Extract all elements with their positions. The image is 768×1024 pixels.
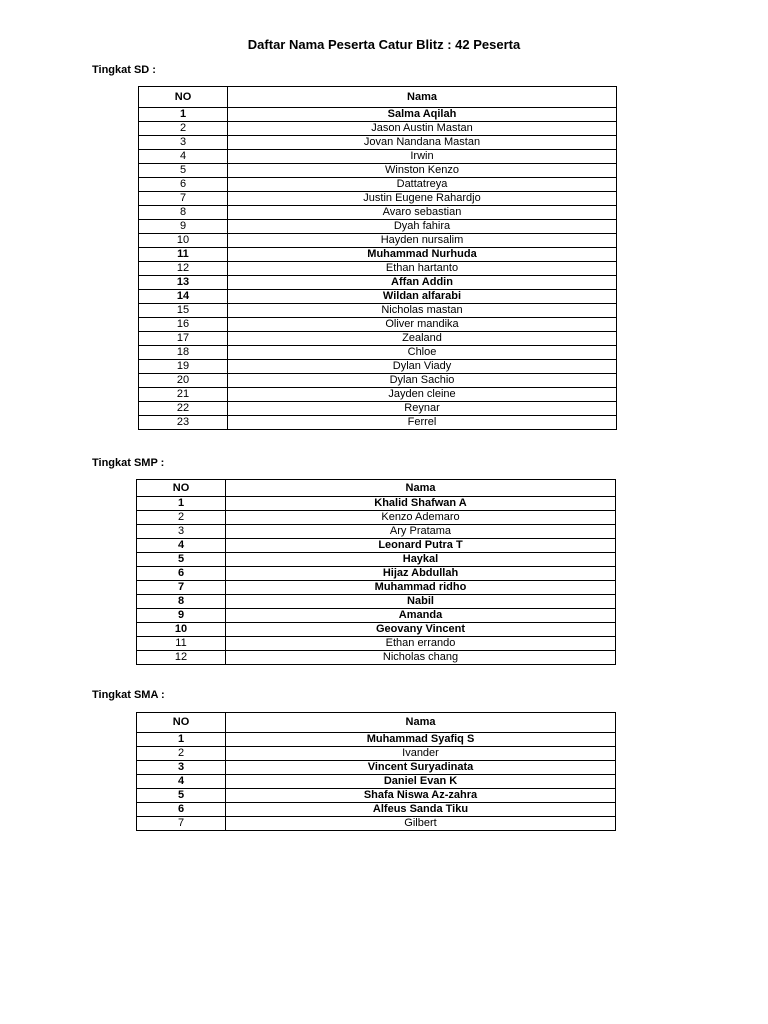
participant-name: Ethan hartanto xyxy=(228,262,617,276)
participant-number: 7 xyxy=(139,192,228,206)
participant-number: 3 xyxy=(137,525,226,539)
participant-number: 22 xyxy=(139,402,228,416)
column-header-name: Nama xyxy=(226,480,616,497)
participant-name: Ivander xyxy=(226,747,616,761)
participant-number: 4 xyxy=(137,539,226,553)
table-row xyxy=(137,609,616,623)
participant-name: Dattatreya xyxy=(228,178,617,192)
participant-number: 3 xyxy=(139,136,228,150)
table-row xyxy=(139,178,617,192)
table-row xyxy=(139,332,617,346)
participant-number: 4 xyxy=(137,775,226,789)
participant-name: Salma Aqilah xyxy=(228,108,617,122)
table-row xyxy=(137,803,616,817)
participant-name: Avaro sebastian xyxy=(228,206,617,220)
participant-name: Amanda xyxy=(226,609,616,623)
table-row xyxy=(137,595,616,609)
page-title: Daftar Nama Peserta Catur Blitz : 42 Peserta xyxy=(247,37,521,52)
column-header-name: Nama xyxy=(228,87,617,108)
participant-number: 2 xyxy=(137,511,226,525)
column-header-no: NO xyxy=(139,87,228,108)
table-row xyxy=(139,220,617,234)
participant-name: Haykal xyxy=(226,553,616,567)
participant-name: Leonard Putra T xyxy=(226,539,616,553)
table-row xyxy=(137,553,616,567)
participant-name: Vincent Suryadinata xyxy=(226,761,616,775)
column-header-no: NO xyxy=(137,480,226,497)
participant-number: 5 xyxy=(137,553,226,567)
table-row xyxy=(139,262,617,276)
table-row xyxy=(139,164,617,178)
participant-name: Chloe xyxy=(228,346,617,360)
table-row xyxy=(139,416,617,430)
participant-name: Hijaz Abdullah xyxy=(226,567,616,581)
participant-number: 9 xyxy=(139,220,228,234)
participant-number: 6 xyxy=(139,178,228,192)
participant-name: Dylan Viady xyxy=(228,360,617,374)
participant-number: 20 xyxy=(139,374,228,388)
participant-number: 5 xyxy=(137,789,226,803)
participant-number: 2 xyxy=(139,122,228,136)
table-row xyxy=(139,234,617,248)
participant-number: 23 xyxy=(139,416,228,430)
section-label-sma: Tingkat SMA : xyxy=(92,689,165,701)
table-row xyxy=(137,511,616,525)
participant-number: 15 xyxy=(139,304,228,318)
table-row xyxy=(139,346,617,360)
participant-name: Zealand xyxy=(228,332,617,346)
participant-number: 11 xyxy=(137,637,226,651)
section-label-smp: Tingkat SMP : xyxy=(92,457,165,469)
table-row xyxy=(137,651,616,665)
participant-number: 10 xyxy=(139,234,228,248)
table-row xyxy=(137,747,616,761)
table-row xyxy=(137,525,616,539)
table-row xyxy=(137,761,616,775)
table-row xyxy=(139,192,617,206)
participant-name: Oliver mandika xyxy=(228,318,617,332)
participant-name: Muhammad Nurhuda xyxy=(228,248,617,262)
participant-number: 1 xyxy=(137,497,226,511)
participant-name: Khalid Shafwan A xyxy=(226,497,616,511)
table-row xyxy=(139,290,617,304)
participant-table-smp xyxy=(136,479,616,665)
participant-name: Ethan errando xyxy=(226,637,616,651)
participant-number: 5 xyxy=(139,164,228,178)
participant-name: Shafa Niswa Az-zahra xyxy=(226,789,616,803)
table-row xyxy=(139,388,617,402)
table-row xyxy=(137,775,616,789)
participant-name: Kenzo Ademaro xyxy=(226,511,616,525)
participant-name: Muhammad Syafiq S xyxy=(226,733,616,747)
participant-name: Justin Eugene Rahardjo xyxy=(228,192,617,206)
participant-number: 13 xyxy=(139,276,228,290)
participant-table-sd xyxy=(138,86,617,430)
participant-name: Nabil xyxy=(226,595,616,609)
participant-number: 17 xyxy=(139,332,228,346)
participant-number: 1 xyxy=(139,108,228,122)
table-row xyxy=(139,108,617,122)
table-body xyxy=(139,108,617,430)
participant-name: Muhammad ridho xyxy=(226,581,616,595)
table-row xyxy=(139,150,617,164)
table-row xyxy=(137,789,616,803)
participant-name: Daniel Evan K xyxy=(226,775,616,789)
participant-name: Jovan Nandana Mastan xyxy=(228,136,617,150)
participant-name: Nicholas mastan xyxy=(228,304,617,318)
participant-number: 7 xyxy=(137,817,226,831)
participant-name: Geovany Vincent xyxy=(226,623,616,637)
table-row xyxy=(137,539,616,553)
participant-name: Dyah fahira xyxy=(228,220,617,234)
participant-name: Hayden nursalim xyxy=(228,234,617,248)
table-header-row xyxy=(139,87,617,108)
participant-name: Reynar xyxy=(228,402,617,416)
table-row xyxy=(139,374,617,388)
table-row xyxy=(137,623,616,637)
participant-number: 8 xyxy=(137,595,226,609)
table-header-row xyxy=(137,713,616,733)
table-row xyxy=(137,817,616,831)
participant-name: Ferrel xyxy=(228,416,617,430)
table-row xyxy=(139,136,617,150)
participant-name: Winston Kenzo xyxy=(228,164,617,178)
table-row xyxy=(139,122,617,136)
participant-number: 12 xyxy=(139,262,228,276)
participant-number: 4 xyxy=(139,150,228,164)
participant-number: 9 xyxy=(137,609,226,623)
participant-number: 7 xyxy=(137,581,226,595)
participant-name: Jason Austin Mastan xyxy=(228,122,617,136)
table-row xyxy=(139,318,617,332)
table-row xyxy=(137,497,616,511)
participant-name: Affan Addin xyxy=(228,276,617,290)
table-row xyxy=(139,248,617,262)
participant-name: Dylan Sachio xyxy=(228,374,617,388)
table-row xyxy=(139,276,617,290)
participant-name: Wildan alfarabi xyxy=(228,290,617,304)
column-header-name: Nama xyxy=(226,713,616,733)
participant-number: 19 xyxy=(139,360,228,374)
participant-number: 14 xyxy=(139,290,228,304)
participant-name: Nicholas chang xyxy=(226,651,616,665)
participant-name: Gilbert xyxy=(226,817,616,831)
column-header-no: NO xyxy=(137,713,226,733)
participant-number: 10 xyxy=(137,623,226,637)
participant-number: 6 xyxy=(137,803,226,817)
participant-number: 11 xyxy=(139,248,228,262)
table-row xyxy=(137,581,616,595)
participant-number: 8 xyxy=(139,206,228,220)
participant-number: 2 xyxy=(137,747,226,761)
participant-number: 16 xyxy=(139,318,228,332)
participant-number: 6 xyxy=(137,567,226,581)
table-body xyxy=(137,497,616,665)
table-row xyxy=(137,567,616,581)
participant-number: 3 xyxy=(137,761,226,775)
table-row xyxy=(139,304,617,318)
table-row xyxy=(139,360,617,374)
participant-name: Jayden cleine xyxy=(228,388,617,402)
section-label-sd: Tingkat SD : xyxy=(92,64,156,76)
participant-name: Alfeus Sanda Tiku xyxy=(226,803,616,817)
participant-number: 21 xyxy=(139,388,228,402)
participant-number: 1 xyxy=(137,733,226,747)
participant-name: Irwin xyxy=(228,150,617,164)
participant-number: 12 xyxy=(137,651,226,665)
participant-table-sma xyxy=(136,712,616,831)
table-row xyxy=(139,402,617,416)
table-row xyxy=(137,637,616,651)
participant-name: Ary Pratama xyxy=(226,525,616,539)
table-row xyxy=(137,733,616,747)
table-header-row xyxy=(137,480,616,497)
table-body xyxy=(137,733,616,831)
table-row xyxy=(139,206,617,220)
participant-number: 18 xyxy=(139,346,228,360)
